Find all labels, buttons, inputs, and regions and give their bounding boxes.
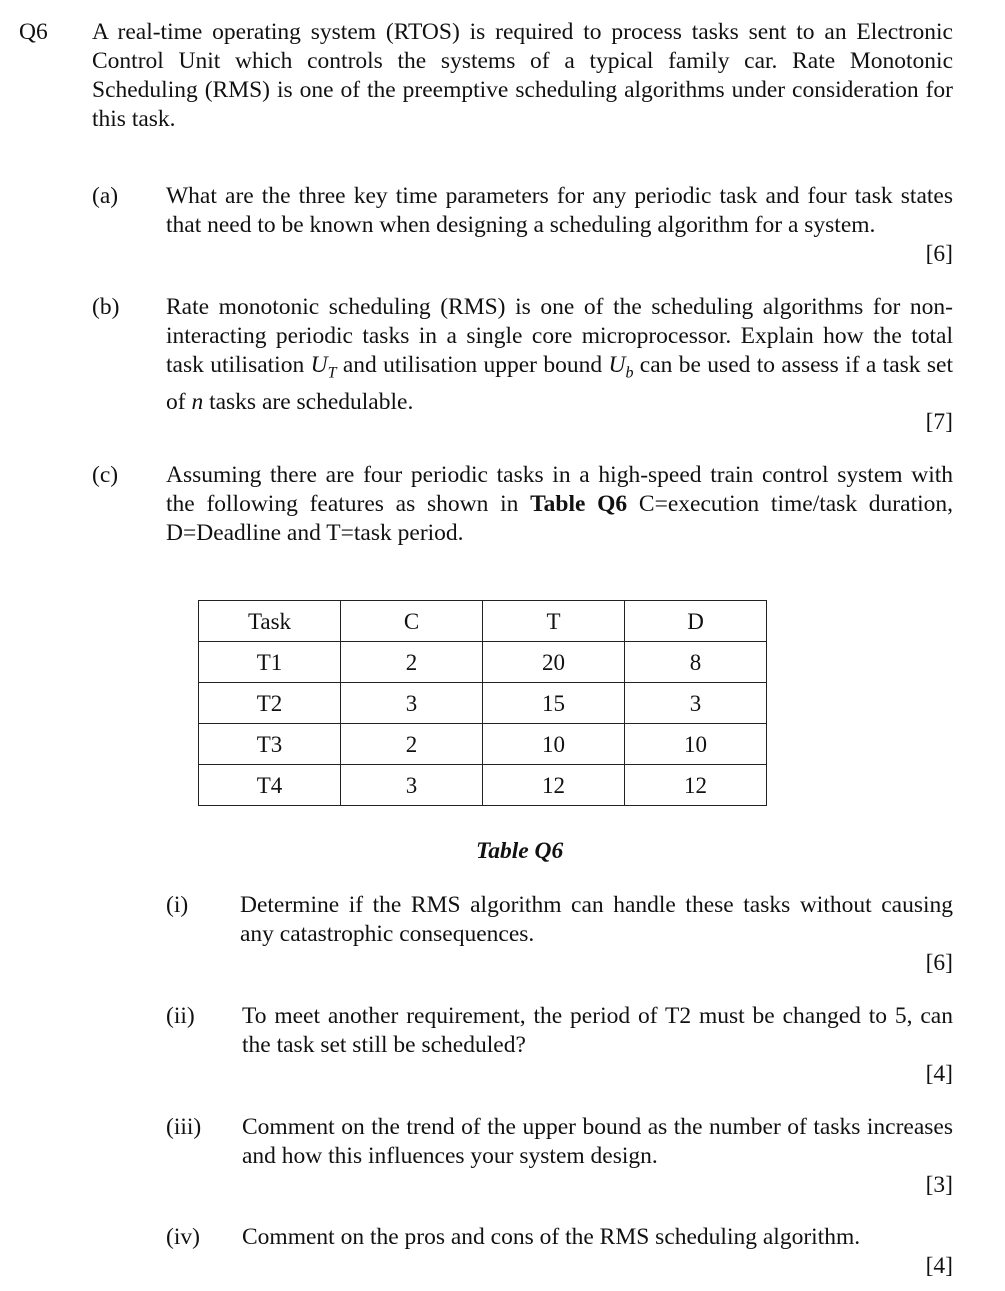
header-c: C [341,601,483,642]
subpart-ii-marks: [4] [925,1061,953,1087]
subpart-i-label: (i) [166,892,189,918]
part-c-label: (c) [92,462,119,488]
subpart-iv-marks: [4] [925,1253,953,1279]
part-b-text [166,293,953,417]
table-cell: 2 [341,642,483,683]
part-c-text [166,461,953,548]
table-reference: Table Q6 [530,491,628,517]
table-cell: T1 [199,642,341,683]
table-cell: 10 [625,724,767,765]
table-cell: T3 [199,724,341,765]
table-cell: 3 [625,683,767,724]
subpart-iii-label: (iii) [166,1114,202,1140]
part-a-marks: [6] [925,241,953,267]
table-header-row [199,601,767,642]
header-task: Task [199,601,341,642]
table-cell: T4 [199,765,341,806]
task-table [198,600,767,806]
part-b-text-2: and utilisation upper bound [336,352,609,378]
header-d: D [625,601,767,642]
subpart-ii-label: (ii) [166,1003,195,1029]
part-b-text-4: tasks are schedulable. [203,388,414,415]
table-caption: Table Q6 [476,838,564,864]
table-cell: 3 [341,683,483,724]
subpart-i-text: Determine if the RMS algorithm can handle these tasks without causing any catastrophic consequences. [240,892,953,947]
task-count-symbol: n [191,388,204,415]
question-intro: A real-time operating system (RTOS) is required to process tasks sent to an Electronic Control Unit which controls the systems of a typical family car. Rate Monotonic Scheduling (RMS) is one of the preemptive scheduling algorithms under consideration for this task. [92,19,953,132]
subpart-iii-text: Comment on the trend of the upper bound as the number of tasks increases and how this influences your system design. [242,1114,953,1169]
header-t: T [483,601,625,642]
table-row [199,683,767,724]
table-cell: 12 [483,765,625,806]
table-cell: 3 [341,765,483,806]
total-utilisation-symbol: U [310,352,328,378]
subpart-iv-label: (iv) [166,1224,200,1250]
table-row [199,642,767,683]
part-b-marks: [7] [925,409,953,435]
part-b-text-1: Rate monotonic scheduling (RMS) is one of the scheduling algorithms for non-interacting periodic tasks in a single core microprocessor. Explain how the total task utilisation [166,294,953,378]
upper-bound-symbol: U [608,352,626,378]
total-utilisation-subscript: T [327,364,337,382]
table-cell: 20 [483,642,625,683]
upper-bound-subscript: b [625,364,634,382]
part-a-label: (a) [92,183,119,209]
table-row [199,724,767,765]
table-cell: 15 [483,683,625,724]
part-b-text-3: can be used to assess if a task set of [166,352,953,415]
part-a-text: What are the three key time parameters for any periodic task and four task states that need to be known when designing a scheduling algorithm for a system. [166,183,953,238]
table-cell: 10 [483,724,625,765]
table-cell: 12 [625,765,767,806]
subpart-iii-marks: [3] [925,1172,953,1198]
table-cell: T2 [199,683,341,724]
question-number: Q6 [19,19,48,45]
table-cell: 8 [625,642,767,683]
table-cell: 2 [341,724,483,765]
subpart-i-marks: [6] [925,950,953,976]
part-b-label: (b) [92,294,120,320]
subpart-ii-text: To meet another requirement, the period of T2 must be changed to 5, can the task set still be scheduled? [242,1003,953,1058]
part-c-text-2: C=execution time/task duration, D=Deadline and T=task period. [166,491,953,546]
subpart-iv-text: Comment on the pros and cons of the RMS scheduling algorithm. [242,1224,861,1250]
part-c-text-1: Assuming there are four periodic tasks in a high-speed train control system with the following features as shown in [166,462,953,517]
table-row [199,765,767,806]
